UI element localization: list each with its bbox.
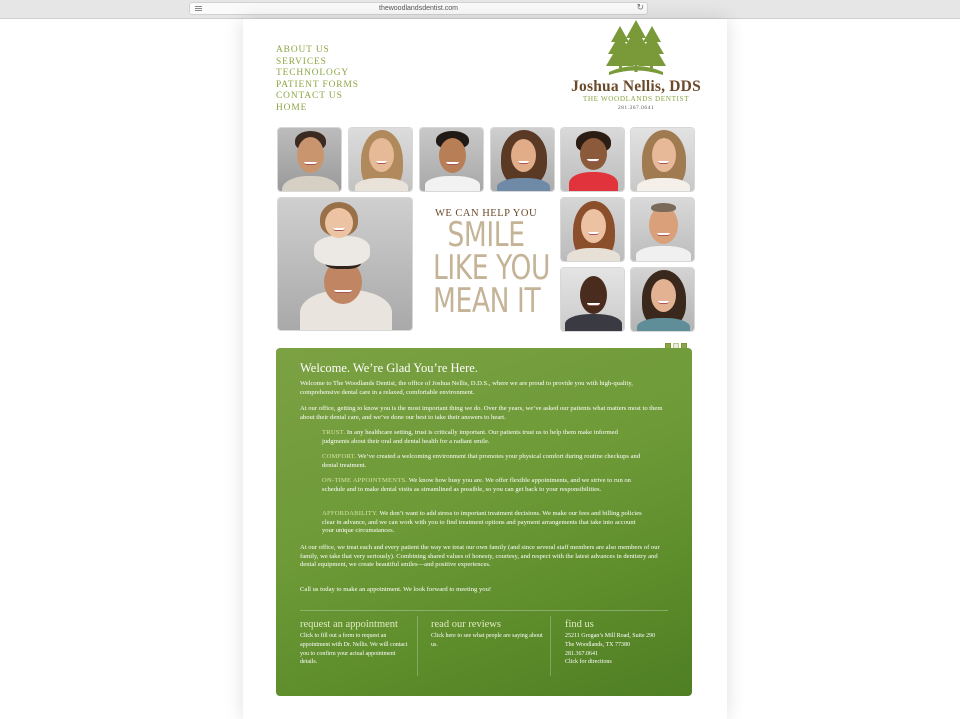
nav-services[interactable]: SERVICES bbox=[276, 56, 327, 67]
welcome-cta: Call us today to make an appointment. We look forward to meeting you! bbox=[300, 586, 492, 593]
request-appointment-text: Click to fill out a form to request an appointment with Dr. Nellis. We will contact you to confirm your actual appointment details. bbox=[300, 633, 408, 666]
address-bar[interactable] bbox=[189, 2, 648, 15]
portrait-woman-red-hair bbox=[560, 197, 625, 262]
point-trust-key: TRUST. bbox=[322, 429, 346, 436]
logo-phone: 281.367.0641 bbox=[617, 105, 655, 111]
nav-home[interactable]: HOME bbox=[276, 102, 308, 113]
nav-contact-us[interactable]: CONTACT US bbox=[276, 91, 343, 101]
site-logo[interactable] bbox=[566, 20, 706, 118]
point-comfort-text: We’ve created a welcoming environment that promotes your physical comfort during routine checkups and dental treatment. bbox=[322, 453, 641, 469]
browser-toolbar bbox=[0, 0, 960, 19]
reviews-heading[interactable]: read our reviews bbox=[431, 619, 501, 630]
welcome-paragraph-3: At our office, we treat each and every patient the way we treat our own family (and since several staff members are also members of our family, we take that very seriously). Combining shared values of honesty, courtesy, and respect with the latest advances in dentistry and dental equipment, we create beautiful smiles—and positive experiences. bbox=[300, 544, 660, 569]
request-appointment-block[interactable] bbox=[300, 618, 410, 667]
point-on-time bbox=[322, 477, 644, 494]
tagline-intro: WE CAN HELP YOU bbox=[434, 208, 538, 219]
nav-technology[interactable]: TECHNOLOGY bbox=[276, 68, 350, 78]
point-trust bbox=[322, 429, 644, 446]
point-affordability-key: AFFORDABILITY. bbox=[322, 510, 378, 517]
find-us-block bbox=[565, 618, 685, 667]
portrait-older-man bbox=[630, 197, 695, 262]
welcome-title: Welcome. We’re Glad You’re Here. bbox=[300, 361, 478, 375]
welcome-intro: Welcome to The Woodlands Dentist, the office of Joshua Nellis, D.D.S., where we are proud to provide you with high-quality, comprehensive dental care in a relaxed, comfortable environment. bbox=[300, 380, 633, 396]
portrait-woman-curly bbox=[490, 127, 555, 192]
logo-tagline: THE WOODLANDS DENTIST bbox=[582, 95, 690, 103]
point-affordability-text: We don’t want to add stress to important treatment decisions. We make our fees and billing policies clear in advance, and we can work with you to find treatment options and payment arrangements that take into account your unique circumstances. bbox=[322, 510, 642, 535]
welcome-paragraph-2: At our office, getting to know you is the most important thing we do. Over the years, we’ve asked our patients what matters most to them about their dental care, and we’ve done our best to take their answers to heart. bbox=[300, 405, 663, 421]
point-on-time-key: ON-TIME APPOINTMENTS. bbox=[322, 477, 408, 484]
column-separator bbox=[550, 616, 551, 676]
pine-trees-icon bbox=[601, 20, 671, 78]
find-us-heading: find us bbox=[565, 619, 594, 630]
footer-divider bbox=[300, 610, 668, 611]
hero-tagline bbox=[418, 208, 554, 321]
tagline-smile: SMILE bbox=[447, 215, 525, 255]
request-appointment-heading[interactable]: request an appointment bbox=[300, 619, 398, 630]
address-line-2: The Woodlands, TX 77380 bbox=[565, 641, 630, 648]
address-line-1: 25211 Grogan’s Mill Road, Suite 290 bbox=[565, 633, 656, 639]
reload-icon[interactable]: ↻ bbox=[636, 3, 644, 13]
main-nav bbox=[276, 45, 359, 114]
welcome-panel bbox=[276, 348, 692, 696]
portrait-woman-brunette bbox=[630, 267, 695, 332]
point-comfort-key: COMFORT. bbox=[322, 453, 357, 460]
logo-name: Joshua Nellis, DDS bbox=[571, 78, 701, 95]
photo-father-daughter bbox=[277, 197, 413, 331]
directions-link[interactable]: Click for directions bbox=[565, 659, 612, 666]
portrait-woman-smiling bbox=[630, 127, 695, 192]
point-affordability bbox=[322, 510, 644, 536]
address-url[interactable]: thewoodlandsdentist.com bbox=[379, 5, 458, 12]
portrait-young-man bbox=[419, 127, 484, 192]
tagline-like-you: LIKE YOU bbox=[432, 248, 551, 288]
point-trust-text: In any healthcare setting, trust is critically important. Our patients trust us to help them make informed judgments about their oral and dental health for a radiant smile. bbox=[322, 429, 618, 445]
tagline-mean-it: MEAN IT bbox=[432, 281, 541, 321]
find-us-phone[interactable]: 281.367.0641 bbox=[565, 650, 598, 657]
nav-about-us[interactable]: ABOUT US bbox=[276, 45, 330, 55]
portrait-man-smiling bbox=[277, 127, 342, 192]
portrait-man-glasses bbox=[560, 267, 625, 332]
portrait-woman-blonde bbox=[348, 127, 413, 192]
point-on-time-text: We know how busy you are. We offer flexible appointments, and we strive to run on schedule and to make dental visits as streamlined as possible, so you can get back to your responsibilities. bbox=[322, 477, 631, 493]
column-separator bbox=[417, 616, 418, 676]
nav-patient-forms[interactable]: PATIENT FORMS bbox=[276, 79, 359, 90]
reviews-block[interactable] bbox=[431, 618, 546, 650]
portrait-girl bbox=[560, 127, 625, 192]
reviews-text: Click here to see what people are saying about us. bbox=[431, 633, 543, 648]
point-comfort bbox=[322, 453, 644, 470]
